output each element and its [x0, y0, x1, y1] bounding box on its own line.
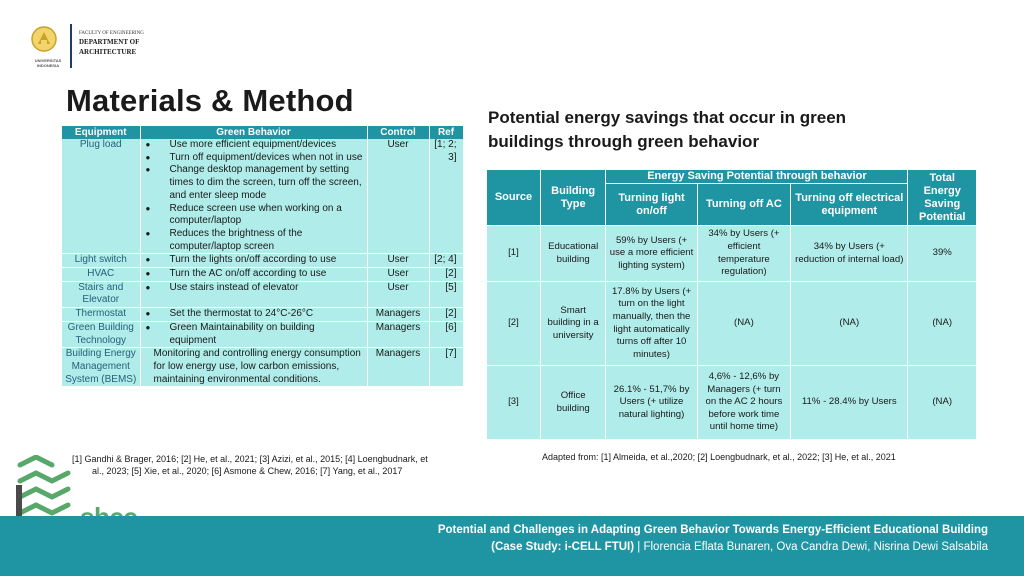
behavior-cell: [140, 139, 367, 254]
source-cell: [3]: [487, 366, 541, 440]
control-cell: User: [367, 268, 429, 282]
control-cell: Managers: [367, 348, 429, 387]
behavior-cell: [140, 281, 367, 307]
header-total: Total Energy Saving Potential: [908, 170, 977, 226]
control-cell: Managers: [367, 321, 429, 347]
header-energy-group: Energy Saving Potential through behavior: [606, 170, 908, 184]
university-logo: [30, 24, 160, 68]
table-row: [62, 268, 463, 282]
equipment-cell: Light switch: [62, 254, 140, 268]
logo-divider: [70, 24, 72, 68]
table-row: [487, 282, 977, 366]
header-control: Control: [367, 126, 429, 139]
footnote-line: al., 2023; [5] Xie, et al., 2020; [6] Asmone & Chew, 2016; [7] Yang, et al., 2017: [92, 466, 403, 476]
table-row: [62, 254, 463, 268]
source-cell: [1]: [487, 226, 541, 282]
table-row: [62, 139, 463, 254]
control-cell: User: [367, 281, 429, 307]
behavior-bullet: ● Change desktop management by setting times to dim the screen, turn off the screen, and enter sleep mode: [144, 164, 364, 202]
logo-university-text: UNIVERSITAS INDONESIA: [34, 58, 62, 68]
total-cell: 39%: [908, 226, 977, 282]
table-row: [487, 366, 977, 440]
behavior-bullet: ● Set the thermostat to 24°C-26°C: [144, 308, 364, 321]
ref-cell: [2]: [429, 268, 463, 282]
logo-faculty: FACULTY OF ENGINEERING: [79, 31, 144, 36]
table-row: [62, 281, 463, 307]
table-row: [62, 308, 463, 322]
ref-cell: [1; 2; 3]: [429, 139, 463, 254]
footer-subtitle: [491, 541, 988, 553]
ref-cell: [7]: [429, 348, 463, 387]
footer-title: Potential and Challenges in Adapting Green Behavior Towards Energy-Efficient Educational Building: [437, 524, 988, 536]
header-equipment: Equipment: [62, 126, 140, 139]
logo-department: DEPARTMENT OF: [79, 38, 140, 46]
behavior-text: Monitoring and controlling energy consumption for low energy use, low carbon emissions, maintaining environmental conditions.: [153, 348, 361, 385]
control-cell: Managers: [367, 308, 429, 322]
header-electrical: Turning off electrical equipment: [791, 184, 908, 226]
behavior-bullet: ● Use more efficient equipment/devices: [144, 139, 364, 152]
table-row: [62, 348, 463, 387]
footer-authors: Florencia Eflata Bunaren, Ova Candra Dewi, Nisrina Dewi Salsabila: [643, 541, 988, 553]
electrical-cell: (NA): [791, 282, 908, 366]
behavior-cell: [140, 321, 367, 347]
source-cell: [2]: [487, 282, 541, 366]
footer-case-study: (Case Study: i-CELL FTUI): [491, 541, 635, 553]
ref-cell: [2; 4]: [429, 254, 463, 268]
header-building-type: Building Type: [540, 170, 605, 226]
table-header-row: [62, 126, 463, 139]
control-cell: User: [367, 139, 429, 254]
university-seal-icon: [30, 26, 58, 58]
behavior-cell: [140, 254, 367, 268]
behavior-bullet: ● Turn the lights on/off according to use: [144, 254, 364, 267]
header-ref: Ref: [429, 126, 463, 139]
total-cell: (NA): [908, 366, 977, 440]
table-header-row: [487, 170, 977, 184]
light-cell: 59% by Users (+ use a more efficient lighting system): [606, 226, 697, 282]
control-cell: User: [367, 254, 429, 268]
page-title: Materials & Method: [66, 83, 354, 118]
footnote-line: [1] Gandhi & Brager, 2016; [2] He, et al., 2021; [3] Azizi, et al., 2015; [4] Loengbudnark, et: [72, 454, 428, 464]
behavior-bullet: ● Turn the AC on/off according to use: [144, 268, 364, 281]
equipment-cell: Stairs and Elevator: [62, 281, 140, 307]
header-source: Source: [487, 170, 541, 226]
behavior-bullet: ● Reduce screen use when working on a computer/laptop: [144, 203, 364, 228]
building-cell: Office building: [540, 366, 605, 440]
light-cell: 26.1% - 51,7% by Users (+ utilize natural lighting): [606, 366, 697, 440]
footer-separator: |: [637, 541, 641, 553]
equipment-cell: Building Energy Management System (BEMS): [62, 348, 140, 387]
electrical-cell: 11% - 28.4% by Users: [791, 366, 908, 440]
total-cell: (NA): [908, 282, 977, 366]
behavior-cell: [140, 268, 367, 282]
ac-cell: 4,6% - 12,6% by Managers (+ turn on the AC 2 hours before work time until home time): [697, 366, 790, 440]
light-cell: 17.8% by Users (+ turn on the light manually, then the light automatically turns off after 10 minutes): [606, 282, 697, 366]
table-row: [487, 226, 977, 282]
electrical-cell: 34% by Users (+ reduction of internal load): [791, 226, 908, 282]
behavior-cell: [140, 348, 367, 387]
ref-cell: [6]: [429, 321, 463, 347]
ref-cell: [5]: [429, 281, 463, 307]
behavior-bullet: ● Turn off equipment/devices when not in use: [144, 152, 364, 165]
behavior-cell: [140, 308, 367, 322]
logo-architecture: ARCHITECTURE: [79, 48, 137, 56]
ac-cell: (NA): [697, 282, 790, 366]
building-cell: Smart building in a university: [540, 282, 605, 366]
energy-saving-table: [486, 169, 977, 440]
behavior-bullet: ● Reduces the brightness of the computer/laptop screen: [144, 228, 364, 253]
ref-cell: [2]: [429, 308, 463, 322]
building-cell: Educational building: [540, 226, 605, 282]
header-light: Turning light on/off: [606, 184, 697, 226]
equipment-cell: HVAC: [62, 268, 140, 282]
equipment-cell: Plug load: [62, 139, 140, 254]
right-section-title: Potential energy savings that occur in green buildings through green behavior: [488, 108, 847, 151]
header-ac: Turning off AC: [697, 184, 790, 226]
behavior-bullet: ● Use stairs instead of elevator: [144, 282, 364, 295]
right-table-footnote: Adapted from: [1] Almeida, et al.,2020; [2] Loengbudnark, et al., 2022; [3] He, et al., 2021: [542, 452, 896, 462]
header-green-behavior: Green Behavior: [140, 126, 367, 139]
green-behavior-table: [62, 126, 464, 387]
equipment-cell: Green Building Technology: [62, 321, 140, 347]
table-row: [62, 321, 463, 347]
behavior-bullet: ● Green Maintainability on building equipment: [144, 322, 364, 347]
ac-cell: 34% by Users (+ efficient temperature regulation): [697, 226, 790, 282]
equipment-cell: Thermostat: [62, 308, 140, 322]
